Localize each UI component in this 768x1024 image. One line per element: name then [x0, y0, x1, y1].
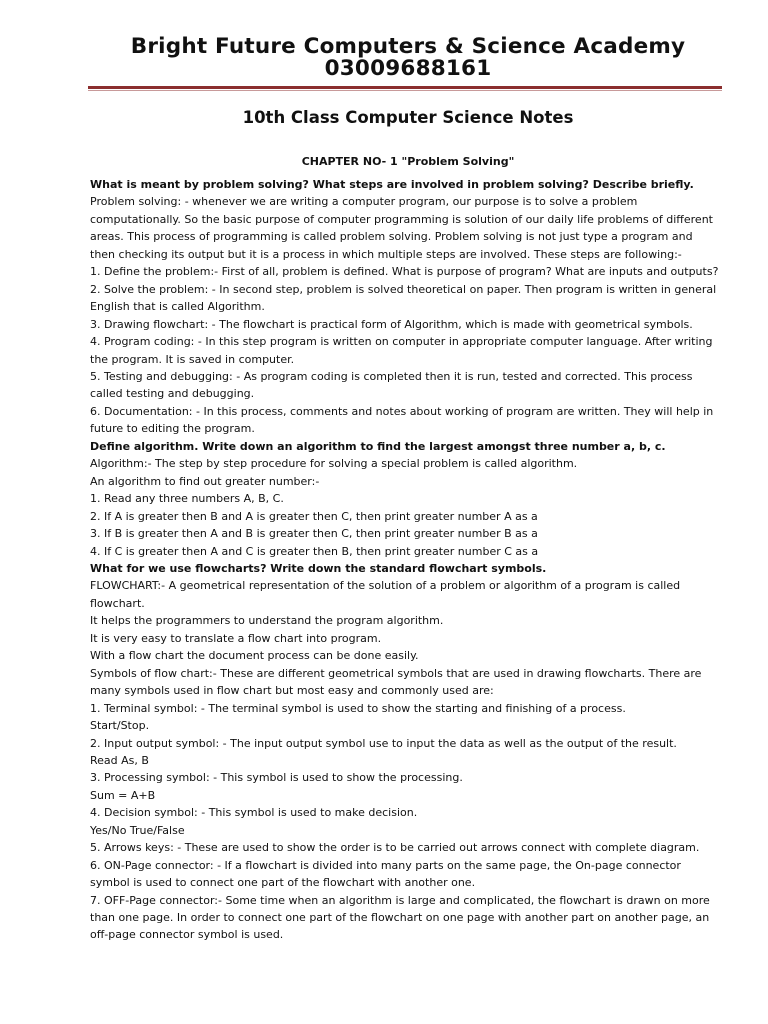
- text-line: 4. If C is greater then A and C is greater then B, then print greater number C as a: [90, 544, 539, 558]
- text-line: Problem solving: - whenever we are writing a computer program, our purpose is to solve a problem: [90, 195, 638, 209]
- text-line: It is very easy to translate a flow chart into program.: [90, 631, 382, 645]
- text-line: Read As, B: [90, 753, 149, 767]
- text-line: 5. Testing and debugging: - As program coding is completed then it is run, tested and corrected. This process: [90, 369, 693, 383]
- text-line: 2. Solve the problem: - In second step, problem is solved theoretical on paper. Then program is written in general: [90, 282, 717, 296]
- header-divider-thin: [88, 90, 722, 91]
- question-heading: What is meant by problem solving? What steps are involved in problem solving? Describe briefly.: [90, 178, 694, 191]
- text-line: 2. Input output symbol: - The input output symbol use to input the data as well as the output of the result.: [90, 736, 677, 750]
- text-line: FLOWCHART:- A geometrical representation of the solution of a problem or algorithm of a program is called: [90, 579, 681, 593]
- text-line: It helps the programmers to understand the program algorithm.: [90, 614, 444, 628]
- text-line: Yes/No True/False: [90, 823, 185, 837]
- document-header: [0, 36, 768, 80]
- text-line: 3. If B is greater then A and B is greater then C, then print greater number B as a: [90, 527, 538, 541]
- text-line: English that is called Algorithm.: [90, 300, 265, 314]
- question-heading: What for we use flowcharts? Write down the standard flowchart symbols.: [90, 561, 547, 575]
- text-line: 1. Define the problem:- First of all, problem is defined. What is purpose of program? What are inputs and outputs?: [90, 265, 719, 279]
- text-line: 5. Arrows keys: - These are used to show the order is to be carried out arrows connect with complete diagram.: [90, 841, 700, 855]
- notes-title: 10th Class Computer Science Notes: [242, 108, 574, 127]
- text-line: 3. Drawing flowchart: - The flowchart is practical form of Algorithm, which is made with geometrical symbols.: [90, 317, 693, 331]
- question-heading: Define algorithm. Write down an algorithm to find the largest amongst three number a, b, c.: [90, 439, 666, 453]
- text-line: then checking its output but it is a process in which multiple steps are involved. These steps are following:-: [90, 247, 682, 261]
- text-line: 1. Read any three numbers A, B, C.: [90, 492, 284, 506]
- text-line: 7. OFF-Page connector:- Some time when an algorithm is large and complicated, the flowchart is drawn on more: [90, 893, 710, 907]
- text-line: 3. Processing symbol: - This symbol is used to show the processing.: [90, 771, 463, 785]
- text-line: flowchart.: [90, 596, 145, 610]
- text-line: called testing and debugging.: [90, 387, 255, 401]
- text-line: 6. ON-Page connector: - If a flowchart is divided into many parts on the same page, the On-page connector: [90, 858, 681, 872]
- text-line: symbol is used to connect one part of the flowchart with another one.: [90, 876, 476, 890]
- text-line: future to editing the program.: [90, 422, 255, 436]
- text-line: many symbols used in flow chart but most easy and commonly used are:: [90, 684, 494, 698]
- academy-name: Bright Future Computers & Science Academy: [130, 34, 686, 59]
- text-line: Symbols of flow chart:- These are different geometrical symbols that are used in drawing flowcharts. There are: [90, 666, 702, 680]
- text-line: than one page. In order to connect one part of the flowchart on one page with another part on another page, an: [90, 911, 710, 925]
- chapter-heading: CHAPTER NO- 1 "Problem Solving": [301, 155, 515, 168]
- text-line: 4. Program coding: - In this step program is written on computer in appropriate computer language. After writing: [90, 335, 713, 349]
- academy-phone: 03009688161: [324, 56, 492, 81]
- text-line: Algorithm:- The step by step procedure for solving a special problem is called algorithm.: [90, 457, 578, 471]
- text-line: An algorithm to find out greater number:-: [90, 474, 320, 488]
- text-line: Start/Stop.: [90, 719, 150, 733]
- text-line: areas. This process of programming is called problem solving. Problem solving is not just type a program and: [90, 230, 693, 244]
- text-line: the program. It is saved in computer.: [90, 352, 295, 366]
- text-line: 4. Decision symbol: - This symbol is used to make decision.: [90, 806, 418, 820]
- text-line: computationally. So the basic purpose of computer programming is solution of our daily life problems of different: [90, 212, 713, 226]
- notes-body: [90, 176, 730, 944]
- text-line: 6. Documentation: - In this process, comments and notes about working of program are written. They will help in: [90, 404, 714, 418]
- text-line: 2. If A is greater then B and A is greater then C, then print greater number A as a: [90, 509, 538, 523]
- text-line: 1. Terminal symbol: - The terminal symbol is used to show the starting and finishing of a process.: [90, 701, 626, 715]
- text-line: Sum = A+B: [90, 788, 156, 802]
- text-line: off-page connector symbol is used.: [90, 928, 284, 942]
- text-line: With a flow chart the document process can be done easily.: [90, 649, 419, 663]
- header-divider: [88, 86, 722, 89]
